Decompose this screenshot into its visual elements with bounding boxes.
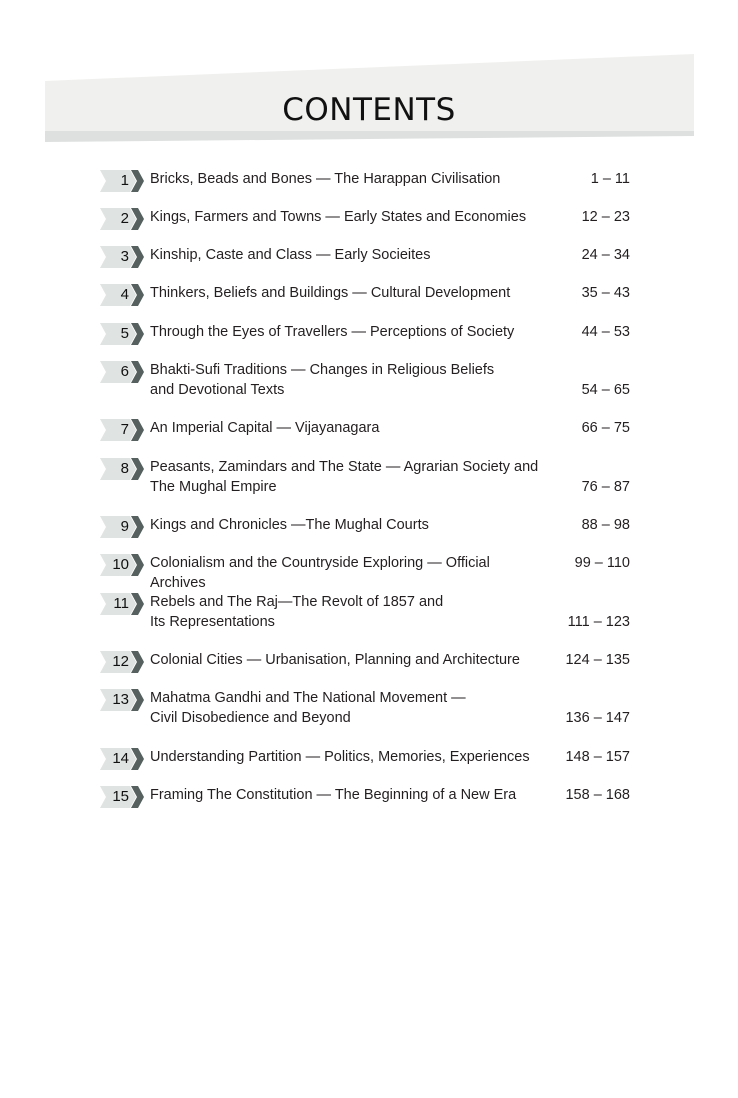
chapter-pages: 54 – 65 xyxy=(581,382,630,398)
chapter-title-line: Framing The Constitution — The Beginning of a New Era xyxy=(150,787,517,803)
chapter-title-line: The Mughal Empire xyxy=(150,479,277,495)
chapter-title-line: An Imperial Capital — Vijayanagara xyxy=(150,420,380,436)
chapter-title-line: Thinkers, Beliefs and Buildings — Cultural Development xyxy=(150,285,511,301)
chapter-title xyxy=(150,785,548,805)
chapter-title-line: Bricks, Beads and Bones — The Harappan Civilisation xyxy=(150,171,501,187)
chapter-title xyxy=(150,245,548,265)
chapter-number: 12 xyxy=(112,653,129,670)
chapter-pages: 12 – 23 xyxy=(581,209,630,225)
chapter-title-line: Its Representations xyxy=(150,614,275,630)
chapter-title-line: Kinship, Caste and Class — Early Socieites xyxy=(150,247,431,263)
chapter-pages: 111 – 123 xyxy=(567,614,630,630)
chapter-title xyxy=(150,360,548,400)
chapter-pages: 99 – 110 xyxy=(574,555,630,571)
chapter-number: 1 xyxy=(120,172,129,189)
chapter-title-line: and Devotional Texts xyxy=(150,382,285,398)
chapter-title xyxy=(150,650,548,670)
chapter-number: 2 xyxy=(120,210,129,227)
chapter-title xyxy=(150,747,548,767)
chapter-title-line: Through the Eyes of Travellers — Perceptions of Society xyxy=(150,324,515,340)
chapter-title xyxy=(150,283,548,303)
chapter-pages: 124 – 135 xyxy=(565,652,630,668)
chapter-number: 4 xyxy=(120,286,129,303)
chapter-number: 6 xyxy=(120,363,129,380)
chapter-title xyxy=(150,515,548,535)
chapter-title-line: Understanding Partition — Politics, Memories, Experiences xyxy=(150,749,530,765)
chapter-pages: 148 – 157 xyxy=(565,749,630,765)
chapter-pages: 66 – 75 xyxy=(581,420,630,436)
chapter-title xyxy=(150,688,548,728)
chapter-number: 10 xyxy=(112,556,129,573)
chapter-number: 9 xyxy=(120,518,129,535)
chapter-title-line: Kings, Farmers and Towns — Early States and Economies xyxy=(150,209,527,225)
page-title: CONTENTS xyxy=(282,92,456,128)
chapter-number: 14 xyxy=(112,750,129,767)
chapter-title-line: Peasants, Zamindars and The State — Agrarian Society and xyxy=(150,459,539,475)
chapter-title xyxy=(150,322,548,342)
chapter-pages: 76 – 87 xyxy=(581,479,630,495)
chapter-title-line: Civil Disobedience and Beyond xyxy=(150,710,351,726)
chapter-title xyxy=(150,169,548,189)
chapter-title-line: Bhakti-Sufi Traditions — Changes in Religious Beliefs xyxy=(150,362,495,378)
chapter-title xyxy=(150,457,548,497)
chapter-title-line: Mahatma Gandhi and The National Movement — xyxy=(150,690,466,706)
chapter-number: 7 xyxy=(120,421,129,438)
chapter-pages: 44 – 53 xyxy=(581,324,630,340)
chapter-pages: 136 – 147 xyxy=(565,710,630,726)
chapter-pages: 35 – 43 xyxy=(581,285,630,301)
chapter-title-line: Rebels and The Raj—The Revolt of 1857 and xyxy=(150,594,444,610)
chapter-title xyxy=(150,418,548,438)
chapter-number: 3 xyxy=(120,248,129,265)
chapter-pages: 158 – 168 xyxy=(565,787,630,803)
chapter-title-line: Colonial Cities — Urbanisation, Planning and Architecture xyxy=(150,652,520,668)
chapter-pages: 24 – 34 xyxy=(581,247,630,263)
chapter-number: 11 xyxy=(113,595,129,612)
chapter-title xyxy=(150,207,548,227)
chapter-title xyxy=(150,592,548,632)
header-banner xyxy=(0,0,738,160)
chapter-number: 13 xyxy=(112,691,129,708)
chapter-number: 5 xyxy=(120,325,129,342)
chapter-title xyxy=(150,553,548,593)
chapter-pages: 88 – 98 xyxy=(581,517,630,533)
chapter-title-line: Colonialism and the Countryside Exploring — Official Archives xyxy=(150,555,490,591)
chapter-title-line: Kings and Chronicles —The Mughal Courts xyxy=(150,517,429,533)
chapter-number: 8 xyxy=(120,460,129,477)
chapter-number: 15 xyxy=(112,788,129,805)
chapter-pages: 1 – 11 xyxy=(590,171,630,187)
